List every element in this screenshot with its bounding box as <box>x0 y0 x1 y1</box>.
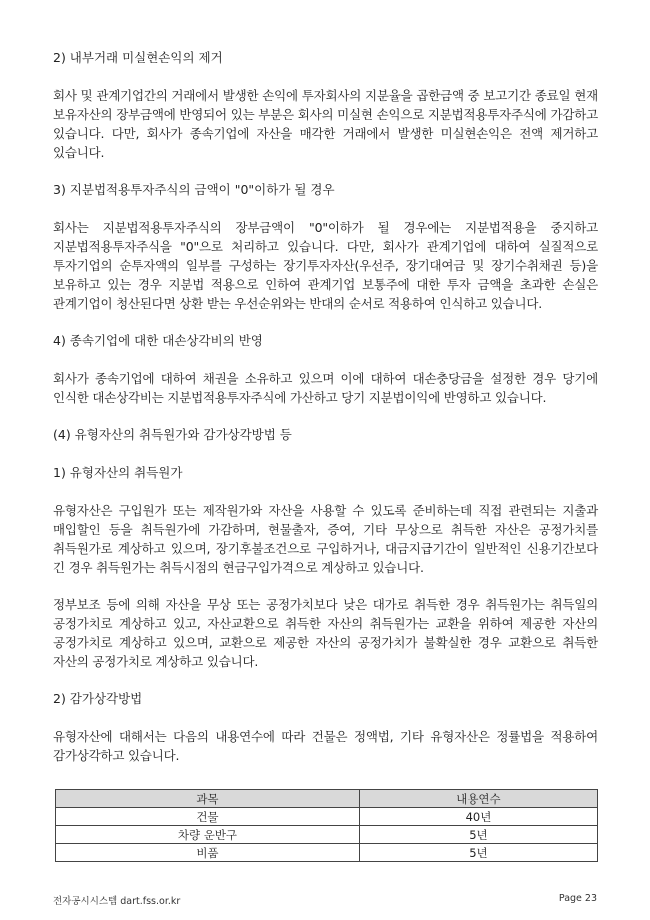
heading-acquisition-cost: 1) 유형자산의 취득원가 <box>53 465 183 480</box>
heading-zero-balance: 3) 지분법적용투자주식의 금액이 "0"이하가 될 경우 <box>53 182 335 197</box>
heading-depreciation: 2) 감가상각방법 <box>53 691 143 706</box>
page-number: Page 23 <box>558 893 597 904</box>
heading-unrealized-gain: 2) 내부거래 미실현손익의 제거 <box>53 50 223 65</box>
table-cell-item: 건물 <box>56 808 360 826</box>
paragraph-government-grant: 정부보조 등에 의해 자산을 무상 또는 공정가치보다 낮은 대가로 취득한 경우 취득원가는 취득일의 공정가치로 계상하고 있고, 자산교환으로 취득한 자산의 취득원가는 교환을 위하여 제공한 자산의 공정가치로 계상하고 있으며, 교환으로 제공한 자산의 공정가치가 불확실한 경우 교환으로 취득한 자산의 공정가치로 계상하고 있습니다. <box>53 597 598 669</box>
table-row <box>56 826 598 844</box>
table-cell-useful-life: 5년 <box>359 826 597 844</box>
useful-life-table <box>55 789 598 862</box>
table-cell-item: 비품 <box>56 844 360 862</box>
footer-source: 전자공시시스템 dart.fss.or.kr <box>53 896 181 907</box>
heading-bad-debt: 4) 종속기업에 대한 대손상각비의 반영 <box>53 333 263 348</box>
document-body <box>53 48 598 783</box>
paragraph-bad-debt: 회사가 종속기업에 대하여 채권을 소유하고 있으며 이에 대하여 대손충당금을 설정한 경우 당기에 인식한 대손상각비는 지분법적용투자주식에 가산하고 당기 지분법이익에 반영하고 있습니다. <box>53 371 598 405</box>
paragraph-depreciation: 유형자산에 대해서는 다음의 내용연수에 따라 건물은 정액법, 기타 유형자산은 정률법을 적용하여 감가상각하고 있습니다. <box>53 729 598 763</box>
table-row <box>56 808 598 826</box>
paragraph-zero-balance: 회사는 지분법적용투자주식의 장부금액이 "0"이하가 될 경우에는 지분법적용을 중지하고 지분법적용투자주식을 "0"으로 처리하고 있습니다. 다만, 회사가 관계기업에 대하여 실질적으로 투자기업의 순투자액의 일부를 구성하는 장기투자자산(우선주, 장기대여금 및 장기수취채권 등)을 보유하고 있는 경우 지분법 적용으로 인하여 관계기업 보통주에 대한 투자 금액을 초과한 손실은 관계기업이 청산된다면 상환 받는 우선순위와는 반대의 순서로 적용하여 인식하고 있습니다. <box>53 220 598 311</box>
heading-tangible-assets: (4) 유형자산의 취득원가와 감가상각방법 등 <box>53 427 292 442</box>
table-cell-item: 차량 운반구 <box>56 826 360 844</box>
table-header-row <box>56 790 598 808</box>
table-cell-useful-life: 40년 <box>359 808 597 826</box>
column-header-useful-life: 내용연수 <box>359 790 597 808</box>
paragraph-acquisition-cost: 유형자산은 구입원가 또는 제작원가와 자산을 사용할 수 있도록 준비하는데 직접 관련되는 지출과 매입할인 등을 취득원가에 가감하며, 현물출자, 증여, 기타 무상으로 취득한 자산은 공정가치를 취득원가로 계상하고 있으며, 장기후불조건으로 구입하거나, 대금지급기간이 일반적인 신용기간보다 긴 경우 취득원가는 취득시점의 현금구입가격으로 계상하고 있습니다. <box>53 503 598 575</box>
paragraph-unrealized-gain: 회사 및 관계기업간의 거래에서 발생한 손익에 투자회사의 지분율을 곱한금액 중 보고기간 종료일 현재 보유자산의 장부금액에 반영되어 있는 부분은 회사의 미실현 손익으로 지분법적용투자주식에 가감하고 있습니다. 다만, 회사가 종속기업에 자산을 매각한 거래에서 발생한 미실현손익은 전액 제거하고 있습니다. <box>53 88 598 160</box>
table-row <box>56 844 598 862</box>
table-cell-useful-life: 5년 <box>359 844 597 862</box>
column-header-item: 과목 <box>56 790 360 808</box>
